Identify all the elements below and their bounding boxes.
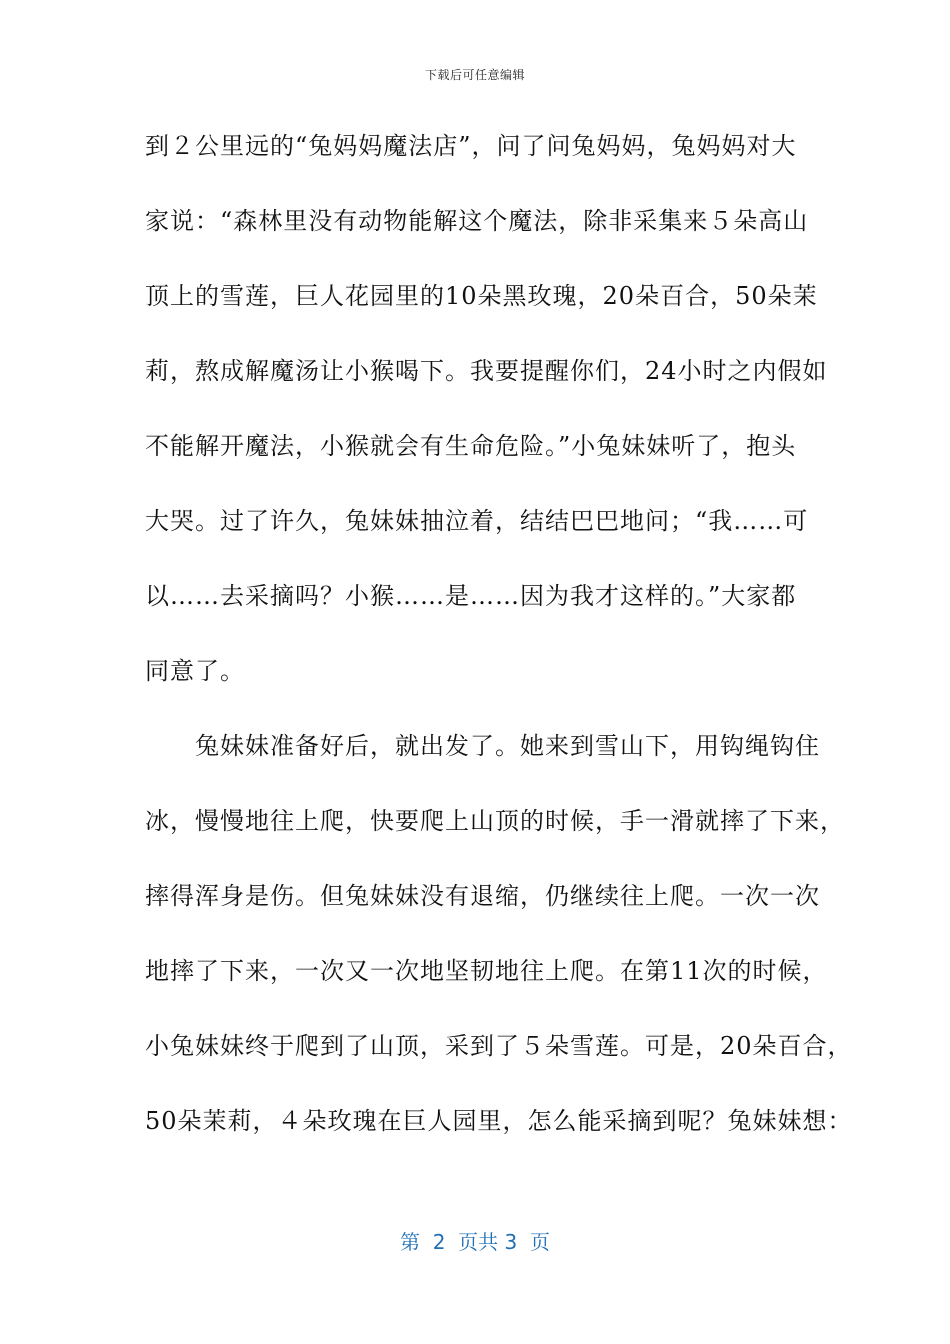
- text-line: 家说：“森林里没有动物能解这个魔法，除非采集来５朵高山: [145, 207, 809, 235]
- text-line: 小兔妹妹终于爬到了山顶，采到了５朵雪莲。可是，20朵百合，: [145, 1032, 853, 1060]
- text-line: 到２公里远的“兔妈妈魔法店”，问了问兔妈妈，兔妈妈对大: [145, 132, 797, 160]
- page-header: 下载后可任意编辑: [424, 68, 525, 82]
- text-line: 不能解开魔法，小猴就会有生命危险。”小兔妹妹听了，抱头: [145, 432, 797, 460]
- text-line: 顶上的雪莲，巨人花园里的10朵黑玫瑰，20朵百合，50朵茉: [145, 282, 818, 310]
- text-line: 地摔了下来，一次又一次地坚韧地往上爬。在第11次的时候，: [145, 957, 828, 985]
- text-line: 莉，熬成解魔汤让小猴喝下。我要提醒你们，24小时之内假如: [145, 357, 828, 385]
- text-line: 冰，慢慢地往上爬，快要爬上山顶的时候，手一滑就摔了下来，: [145, 807, 845, 835]
- paragraph-start-line: 兔妹妹准备好后，就出发了。她来到雪山下，用钩绳钩住: [145, 732, 820, 760]
- text-line: 大哭。过了许久，兔妹妹抽泣着，结结巴巴地问；“我……可: [145, 507, 809, 535]
- text-line: 50朵茉莉，４朵玫瑰在巨人园里，怎么能采摘到呢？兔妹妹想：: [145, 1107, 853, 1135]
- text-line: 以……去采摘吗？小猴……是……因为我才这样的。”大家都: [145, 582, 797, 610]
- page-number-footer: 第 2 页共 3 页: [400, 1230, 550, 1254]
- text-line: 摔得浑身是伤。但兔妹妹没有退缩，仍继续往上爬。一次一次: [145, 882, 820, 910]
- text-line: 同意了。: [145, 657, 245, 685]
